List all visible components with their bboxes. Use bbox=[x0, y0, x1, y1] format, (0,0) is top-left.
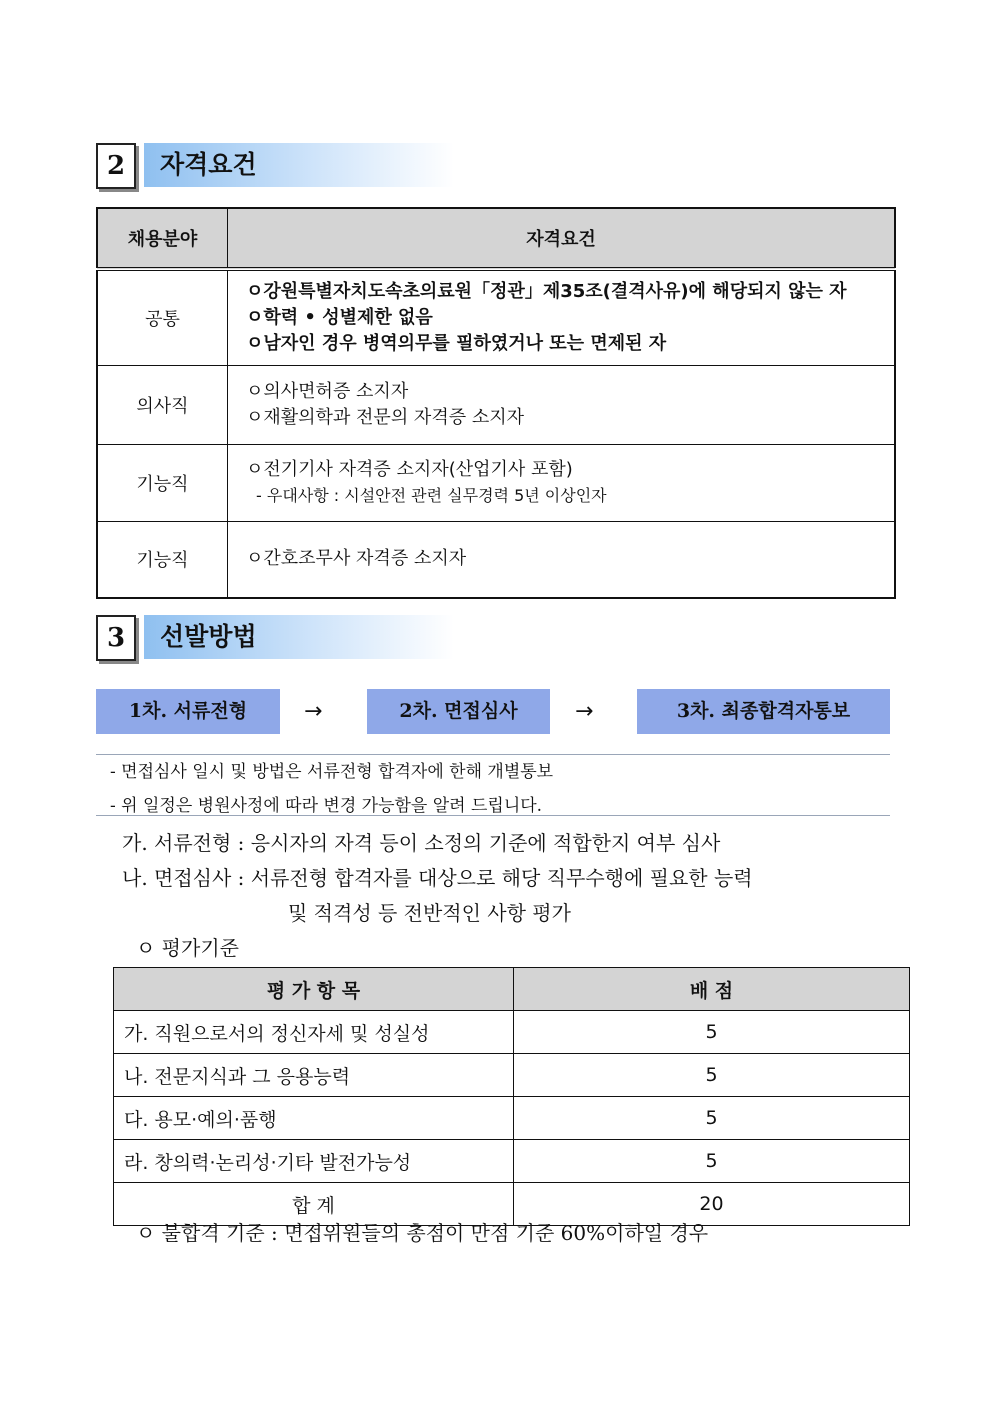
paragraph-interview: 나. 면접심사 : 서류전형 합격자를 대상으로 해당 직무수행에 필요한 능력 bbox=[122, 866, 753, 890]
table-row bbox=[97, 521, 895, 598]
field-cell: 의사직 bbox=[97, 365, 228, 444]
eval-score: 5 bbox=[514, 1140, 910, 1183]
paragraph-document-screening: 가. 서류전형 : 응시자의 자격 등이 소정의 기준에 적합한지 여부 심사 bbox=[122, 831, 721, 855]
field-cell: 기능직 bbox=[97, 444, 228, 521]
paragraph-interview-cont: 및 적격성 등 전반적인 사항 평가 bbox=[288, 901, 571, 925]
qualification-table bbox=[96, 207, 896, 599]
table-row bbox=[114, 1054, 910, 1097]
section-title: 선발방법 bbox=[160, 622, 257, 651]
section-3-header bbox=[96, 615, 456, 661]
eval-item: 라. 창의력·논리성·기타 발전가능성 bbox=[114, 1140, 514, 1183]
requirement-line: ㅇ전기기사 자격증 소지자(산업기사 포함) bbox=[246, 458, 573, 480]
header-score: 배 점 bbox=[514, 968, 910, 1011]
section-number: 2 bbox=[96, 143, 136, 189]
divider bbox=[96, 815, 890, 816]
eval-item: 나. 전문지식과 그 응용능력 bbox=[114, 1054, 514, 1097]
header-field: 채용분야 bbox=[97, 208, 228, 269]
section-number: 3 bbox=[96, 615, 136, 661]
criteria-heading: ㅇ 평가기준 bbox=[136, 936, 239, 960]
section-2-header bbox=[96, 143, 456, 189]
total-score: 20 bbox=[514, 1183, 910, 1226]
requirements-cell bbox=[228, 444, 896, 521]
table-row bbox=[114, 1011, 910, 1054]
divider bbox=[96, 754, 890, 755]
requirement-line: ㅇ남자인 경우 병역의무를 필하였거나 또는 면제된 자 bbox=[246, 332, 667, 354]
requirements-cell bbox=[228, 521, 896, 598]
table-row bbox=[97, 365, 895, 444]
requirement-line: ㅇ의사면허증 소지자 bbox=[246, 380, 409, 402]
total-label: 합 계 bbox=[114, 1183, 514, 1226]
note-line: - 면접심사 일시 및 방법은 서류전형 합격자에 한해 개별통보 bbox=[110, 762, 554, 782]
field-cell: 공통 bbox=[97, 269, 228, 365]
eval-score: 5 bbox=[514, 1011, 910, 1054]
requirement-line: ㅇ재활의학과 전문의 자격증 소지자 bbox=[246, 406, 524, 428]
field-cell: 기능직 bbox=[97, 521, 228, 598]
requirements-cell bbox=[228, 365, 896, 444]
requirements-cell bbox=[228, 269, 896, 365]
eval-item: 다. 용모·예의·품행 bbox=[114, 1097, 514, 1140]
step-2: 2차. 면접심사 bbox=[367, 689, 550, 734]
step-1: 1차. 서류전형 bbox=[96, 689, 280, 734]
table-row bbox=[114, 1140, 910, 1183]
preference-note: - 우대사항 : 시설안전 관련 실무경력 5년 이상인자 bbox=[256, 485, 607, 505]
table-row bbox=[97, 444, 895, 521]
section-title: 자격요건 bbox=[160, 150, 257, 179]
requirement-line: ㅇ간호조무사 자격증 소지자 bbox=[246, 548, 467, 570]
arrow-icon: → bbox=[575, 699, 594, 724]
table-header-row bbox=[97, 208, 895, 269]
note-line: - 위 일정은 병원사정에 따라 변경 가능함을 알려 드립니다. bbox=[110, 796, 543, 816]
fail-criteria: ㅇ 불합격 기준 : 면접위원들의 총점이 만점 기준 60%이하일 경우 bbox=[136, 1221, 709, 1245]
eval-score: 5 bbox=[514, 1054, 910, 1097]
step-3: 3차. 최종합격자통보 bbox=[637, 689, 890, 734]
table-header-row bbox=[114, 968, 910, 1011]
requirement-line: ㅇ학력 • 성별제한 없음 bbox=[246, 306, 433, 328]
arrow-icon: → bbox=[304, 699, 323, 724]
header-requirements: 자격요건 bbox=[228, 208, 896, 269]
header-item: 평 가 항 목 bbox=[114, 968, 514, 1011]
table-row bbox=[114, 1097, 910, 1140]
table-row bbox=[97, 269, 895, 365]
eval-item: 가. 직원으로서의 정신자세 및 성실성 bbox=[114, 1011, 514, 1054]
eval-score: 5 bbox=[514, 1097, 910, 1140]
evaluation-table bbox=[113, 967, 910, 1226]
requirement-line: ㅇ강원특별자치도속초의료원「정관」제35조(결격사유)에 해당되지 않는 자 bbox=[246, 280, 847, 302]
